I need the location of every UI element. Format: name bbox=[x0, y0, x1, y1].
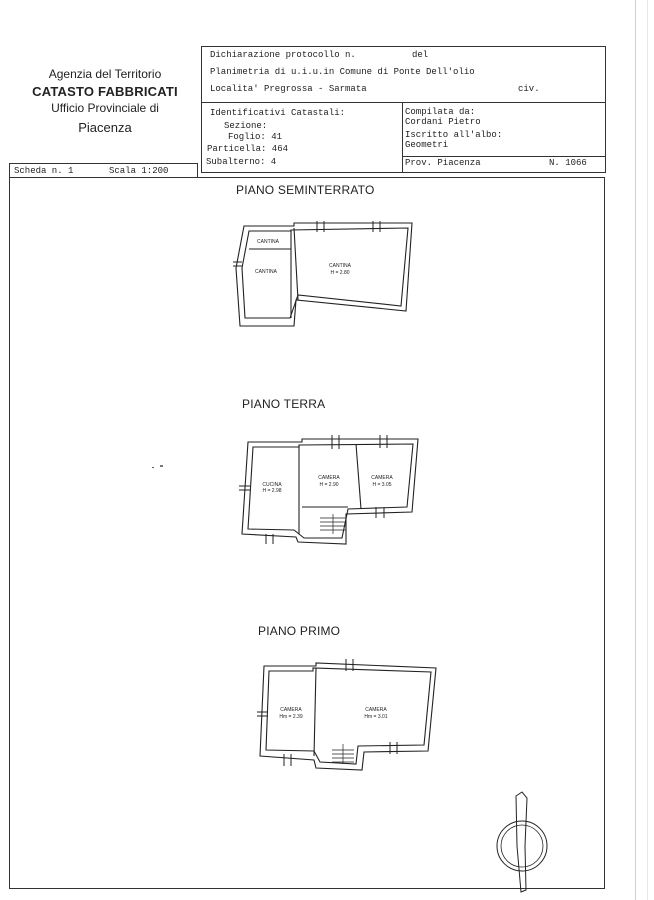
header-box bbox=[201, 46, 606, 173]
first-stairs bbox=[332, 744, 354, 764]
agency-block bbox=[14, 66, 196, 136]
registered-label: Iscritto all'albo: bbox=[405, 130, 503, 140]
page-edge-line-outer bbox=[647, 0, 648, 900]
agency-office: Ufficio Provinciale di bbox=[51, 101, 159, 115]
sheet-scale: Scala 1:200 bbox=[109, 166, 169, 176]
room-height-cucina: H = 2.98 bbox=[262, 488, 282, 494]
compiled-name: Cordani Pietro bbox=[405, 117, 481, 127]
room-label-camera-mid: CAMERA bbox=[318, 475, 340, 481]
room-height-camera-mid: H = 2.90 bbox=[319, 482, 339, 488]
north-arrow-icon bbox=[492, 790, 554, 894]
ground-openings bbox=[239, 435, 387, 544]
province-text: Prov. Piacenza bbox=[405, 158, 481, 168]
room-label-camera-right: CAMERA bbox=[371, 475, 393, 481]
location-text: Localita' Pregrossa - Sarmata bbox=[210, 84, 367, 94]
cadastral-subalterno: Subalterno: 4 bbox=[206, 157, 277, 167]
civ-label: civ. bbox=[518, 84, 540, 94]
floor-title-first: PIANO PRIMO bbox=[258, 624, 341, 638]
room-label-cantina-left: CANTINA bbox=[255, 269, 277, 275]
header-divider bbox=[202, 102, 605, 103]
declaration-del: del bbox=[412, 50, 429, 60]
room-height-camera-right: H = 3.05 bbox=[372, 482, 392, 488]
room-label-cantina-right: CANTINA bbox=[329, 263, 351, 269]
floor-title-ground: PIANO TERRA bbox=[242, 397, 326, 411]
cadastral-title: Identificativi Catastali: bbox=[210, 108, 346, 118]
agency-name: Agenzia del Territorio bbox=[48, 67, 162, 81]
sheet-number: Scheda n. 1 bbox=[14, 166, 74, 176]
room-label-cucina: CUCINA bbox=[262, 482, 282, 488]
agency-city: Piacenza bbox=[78, 120, 132, 135]
registration-number: N. 1066 bbox=[549, 158, 587, 168]
scan-speck bbox=[160, 465, 163, 467]
compiled-label: Compilata da: bbox=[405, 107, 476, 117]
room-height-camera-right: Hm = 3.01 bbox=[364, 714, 388, 720]
cadastral-foglio: Foglio: 41 bbox=[228, 132, 283, 142]
ground-stairs bbox=[320, 514, 346, 534]
page-edge-line bbox=[635, 0, 636, 900]
room-label-cantina-small: CANTINA bbox=[257, 239, 279, 245]
agency-department: CATASTO FABBRICATI bbox=[32, 84, 178, 99]
header-divider-right bbox=[403, 156, 605, 157]
floor-title-basement: PIANO SEMINTERRATO bbox=[236, 183, 375, 197]
header-vertical-divider bbox=[402, 102, 403, 172]
room-height-camera-left: Hm = 2.39 bbox=[279, 714, 303, 720]
cadastral-particella: Particella: 464 bbox=[207, 144, 289, 154]
basement-floor-plan bbox=[228, 218, 418, 330]
basement-openings bbox=[233, 221, 380, 266]
cadastral-sezione: Sezione: bbox=[224, 121, 268, 131]
declaration-label: Dichiarazione protocollo n. bbox=[210, 50, 356, 60]
room-label-camera-left: CAMERA bbox=[280, 707, 302, 713]
first-floor-plan bbox=[254, 656, 444, 774]
scan-speck bbox=[152, 467, 154, 468]
sheet-info-box bbox=[9, 163, 198, 178]
planimetry-text: Planimetria di u.i.u.in Comune di Ponte Dell'olio bbox=[210, 67, 475, 77]
registered-value: Geometri bbox=[405, 140, 449, 150]
room-label-camera-right: CAMERA bbox=[365, 707, 387, 713]
room-height-cantina-right: H = 2.80 bbox=[330, 270, 350, 276]
ground-floor-plan bbox=[236, 434, 426, 550]
